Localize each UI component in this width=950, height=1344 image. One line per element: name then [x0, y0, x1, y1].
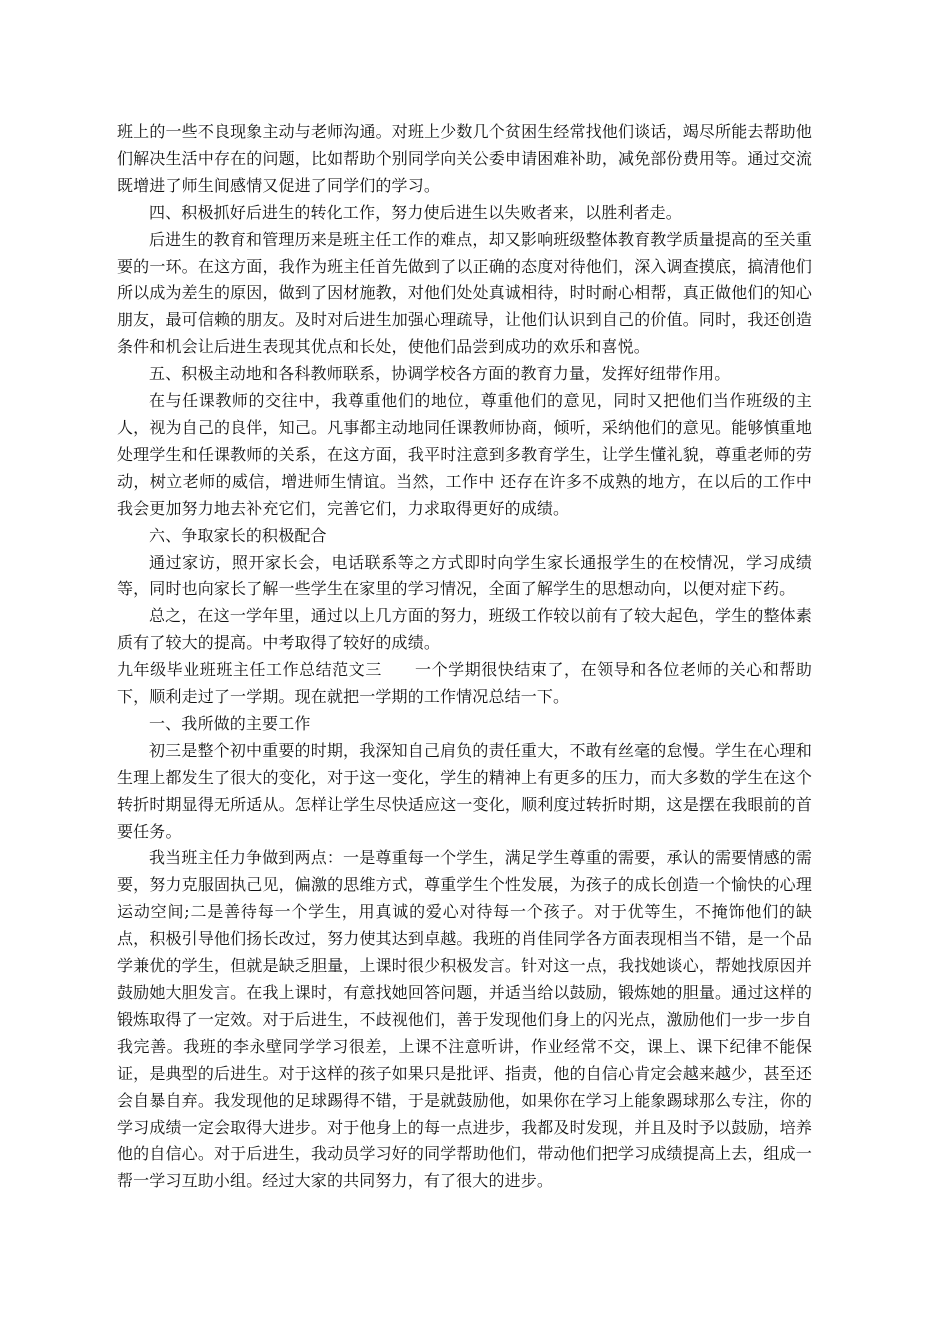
paragraph: 后进生的教育和管理历来是班主任工作的难点，却又影响班级整体教育教学质量提高的至关重要的一环。在这方面，我作为班主任首先做到了以正确的态度对待他们，深入调查摸底，搞清他们所以成为差生的原因，做到了因材施教，对他们处处真诚相待，时时耐心相帮，真正做他们的知心朋友，最可信赖的朋友。及时对后进生加强心理疏导，让他们认识到自己的价值。同时，我还创造条件和机会让后进生表现其优点和长处，使他们品尝到成功的欢乐和喜悦。 — [117, 229, 812, 357]
section-heading-5: 五、积极主动地和各科教师联系，协调学校各方面的教育力量，发挥好纽带作用。 — [149, 364, 731, 384]
section-heading-6: 六、争取家长的积极配合 — [149, 525, 327, 545]
document-page — [117, 119, 812, 1195]
article-title-line: 九年级毕业班班主任工作总结范文三 一个学期很快结束了，在领导和各位老师的关心和帮助下，顺利走过了一学期。现在就把一学期的工作情况总结一下。 — [117, 660, 812, 707]
paragraph: 我当班主任力争做到两点：一是尊重每一个学生，满足学生尊重的需要，承认的需要情感的需要，努力克服固执己见，偏激的思维方式，尊重学生个性发展，为孩子的成长创造一个愉快的心理运动空间;二是善待每一个学生，用真诚的爱心对待每一个孩子。对于优等生，不掩饰他们的缺点，积极引导他们扬长改过，努力使其达到卓越。我班的肖佳同学各方面表现相当不错，是一个品学兼优的学生，但就是缺乏胆量，上课时很少积极发言。针对这一点，我找她谈心，帮她找原因并鼓励她大胆发言。在我上课时，有意找她回答问题，并适当给以鼓励，锻炼她的胆量。通过这样的锻炼取得了一定效。对于后进生，不歧视他们，善于发现他们身上的闪光点，激励他们一步一步自我完善。我班的李永壁同学学习很差，上课不注意听讲，作业经常不交，课上、课下纪律不能保证，是典型的后进生。对于这样的孩子如果只是批评、指责，他的自信心肯定会越来越少，甚至还会自暴自弃。我发现他的足球踢得不错，于是就鼓励他，如果你在学习上能象踢球那么专注，你的学习成绩一定会取得大进步。对于他身上的每一点进步，我都及时发现，并且及时予以鼓励，培养他的自信心。对于后进生，我动员学习好的同学帮助他们，带动他们把学习成绩提高上去，组成一帮一学习互助小组。经过大家的共同努力，有了很大的进步。 — [117, 848, 812, 1191]
paragraph: 通过家访，照开家长会，电话联系等之方式即时向学生家长通报学生的在校情况，学习成绩等，同时也向家长了解一些学生在家里的学习情况，全面了解学生的思想动向，以便对症下药。 — [117, 552, 812, 599]
paragraph: 初三是整个初中重要的时期，我深知自己肩负的责任重大，不敢有丝毫的怠慢。学生在心理和生理上都发生了很大的变化，对于这一变化，学生的精神上有更多的压力，而大多数的学生在这个转折时期显得无所适从。怎样让学生尽快适应这一变化，顺利度过转折时期，这是摆在我眼前的首要任务。 — [117, 740, 812, 841]
paragraph-summary: 总之，在这一学年里，通过以上几方面的努力，班级工作较以前有了较大起色，学生的整体素质有了较大的提高。中考取得了较好的成绩。 — [117, 606, 812, 653]
paragraph-continuation: 班上的一些不良现象主动与老师沟通。对班上少数几个贫困生经常找他们谈话，竭尽所能去帮助他们解决生活中存在的问题，比如帮助个别同学向关公委申请困难补助，减免部份费用等。通过交流既增进了师生间感情又促进了同学们的学习。 — [117, 122, 812, 195]
paragraph: 在与任课教师的交往中，我尊重他们的地位，尊重他们的意见，同时又把他们当作班级的主人，视为自己的良伴，知己。凡事都主动地同任课教师协商，倾听，采纳他们的意见。能够慎重地处理学生和任课教师的关系，在这方面，我平时注意到多教育学生，让学生懂礼貌，尊重老师的劳动，树立老师的威信，增进师生情谊。当然，工作中 还存在许多不成熟的地方，在以后的工作中我会更加努力地去补充它们，完善它们，力求取得更好的成绩。 — [117, 391, 812, 518]
section-heading-4: 四、积极抓好后进生的转化工作，努力使后进生以失败者来，以胜利者走。 — [149, 202, 682, 222]
section-heading-1: 一、我所做的主要工作 — [149, 713, 311, 733]
